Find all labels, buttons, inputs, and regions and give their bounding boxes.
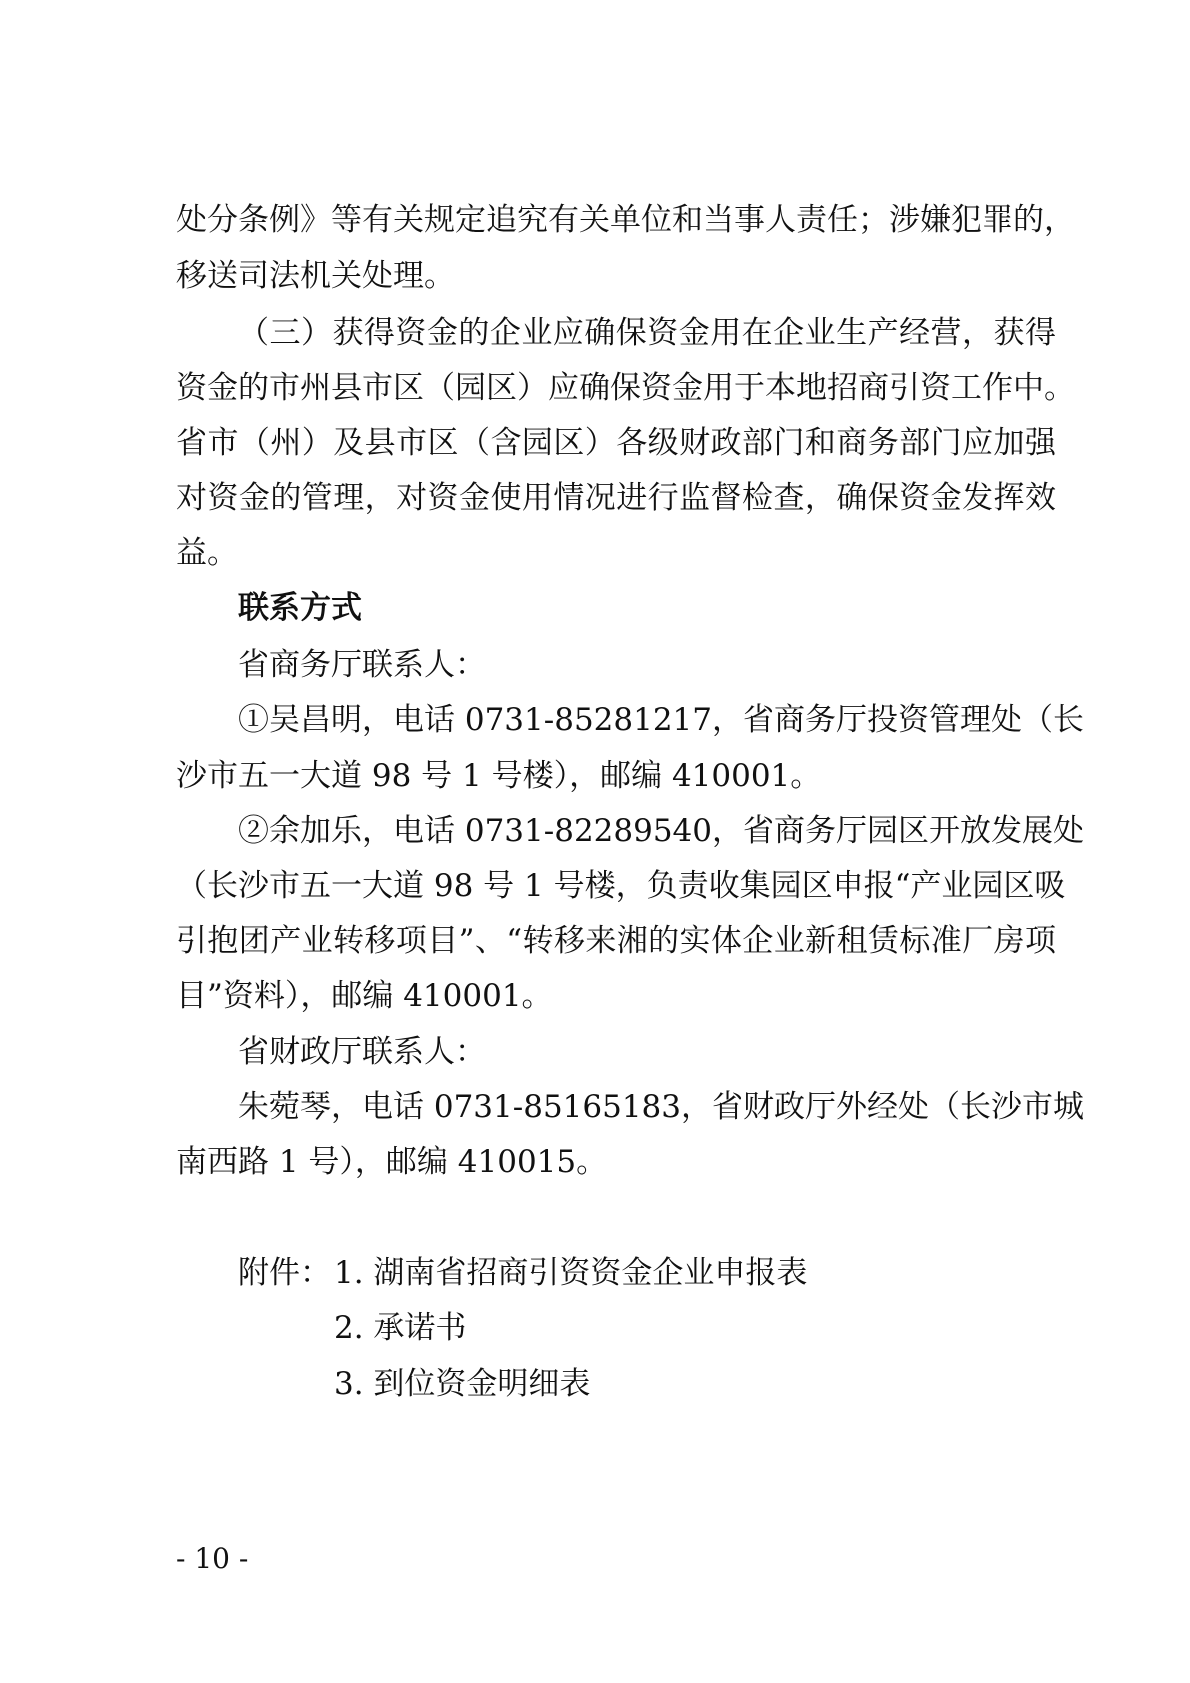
attachment-item: 1. 湖南省招商引资资金企业申报表: [334, 1255, 808, 1291]
contact-line: 沙市五一大道 98 号 1 号楼），邮编 410001。: [176, 758, 822, 794]
paragraph-line: 移送司法机关处理。: [176, 258, 455, 294]
paragraph-line: 益。: [176, 535, 238, 571]
page-number: - 10 -: [176, 1542, 249, 1575]
attachment-item: 2. 承诺书: [334, 1310, 467, 1346]
contact-line: 朱菀琴，电话 0731-85165183，省财政厅外经处（长沙市城: [238, 1089, 1085, 1125]
attachments-label: 附件：: [238, 1255, 331, 1291]
contact-line: 引抱团产业转移项目”、“转移来湘的实体企业新租赁标准厂房项: [176, 923, 1056, 959]
contact-line: 南西路 1 号），邮编 410015。: [176, 1144, 608, 1180]
contact-line: ②余加乐，电话 0731-82289540，省商务厅园区开放发展处: [238, 813, 1085, 849]
contact-line: ①吴昌明，电话 0731-85281217，省商务厅投资管理处（长: [238, 702, 1085, 738]
paragraph-line: 资金的市州县市区（园区）应确保资金用于本地招商引资工作中。: [176, 370, 1075, 406]
contact-label: 省商务厅联系人：: [238, 647, 486, 683]
contact-line: （长沙市五一大道 98 号 1 号楼，负责收集园区申报“产业园区吸: [176, 868, 1066, 904]
paragraph-line: 对资金的管理，对资金使用情况进行监督检查，确保资金发挥效: [176, 480, 1056, 516]
contact-label: 省财政厅联系人：: [238, 1034, 486, 1070]
paragraph-line: 省市（州）及县市区（含园区）各级财政部门和商务部门应加强: [176, 425, 1056, 461]
paragraph-line: （三）获得资金的企业应确保资金用在企业生产经营，获得: [238, 315, 1056, 351]
section-heading: 联系方式: [238, 590, 362, 626]
paragraph-line: 处分条例》等有关规定追究有关单位和当事人责任；涉嫌犯罪的，: [176, 202, 1075, 238]
attachment-item: 3. 到位资金明细表: [334, 1366, 591, 1402]
contact-line: 目”资料），邮编 410001。: [176, 978, 553, 1014]
